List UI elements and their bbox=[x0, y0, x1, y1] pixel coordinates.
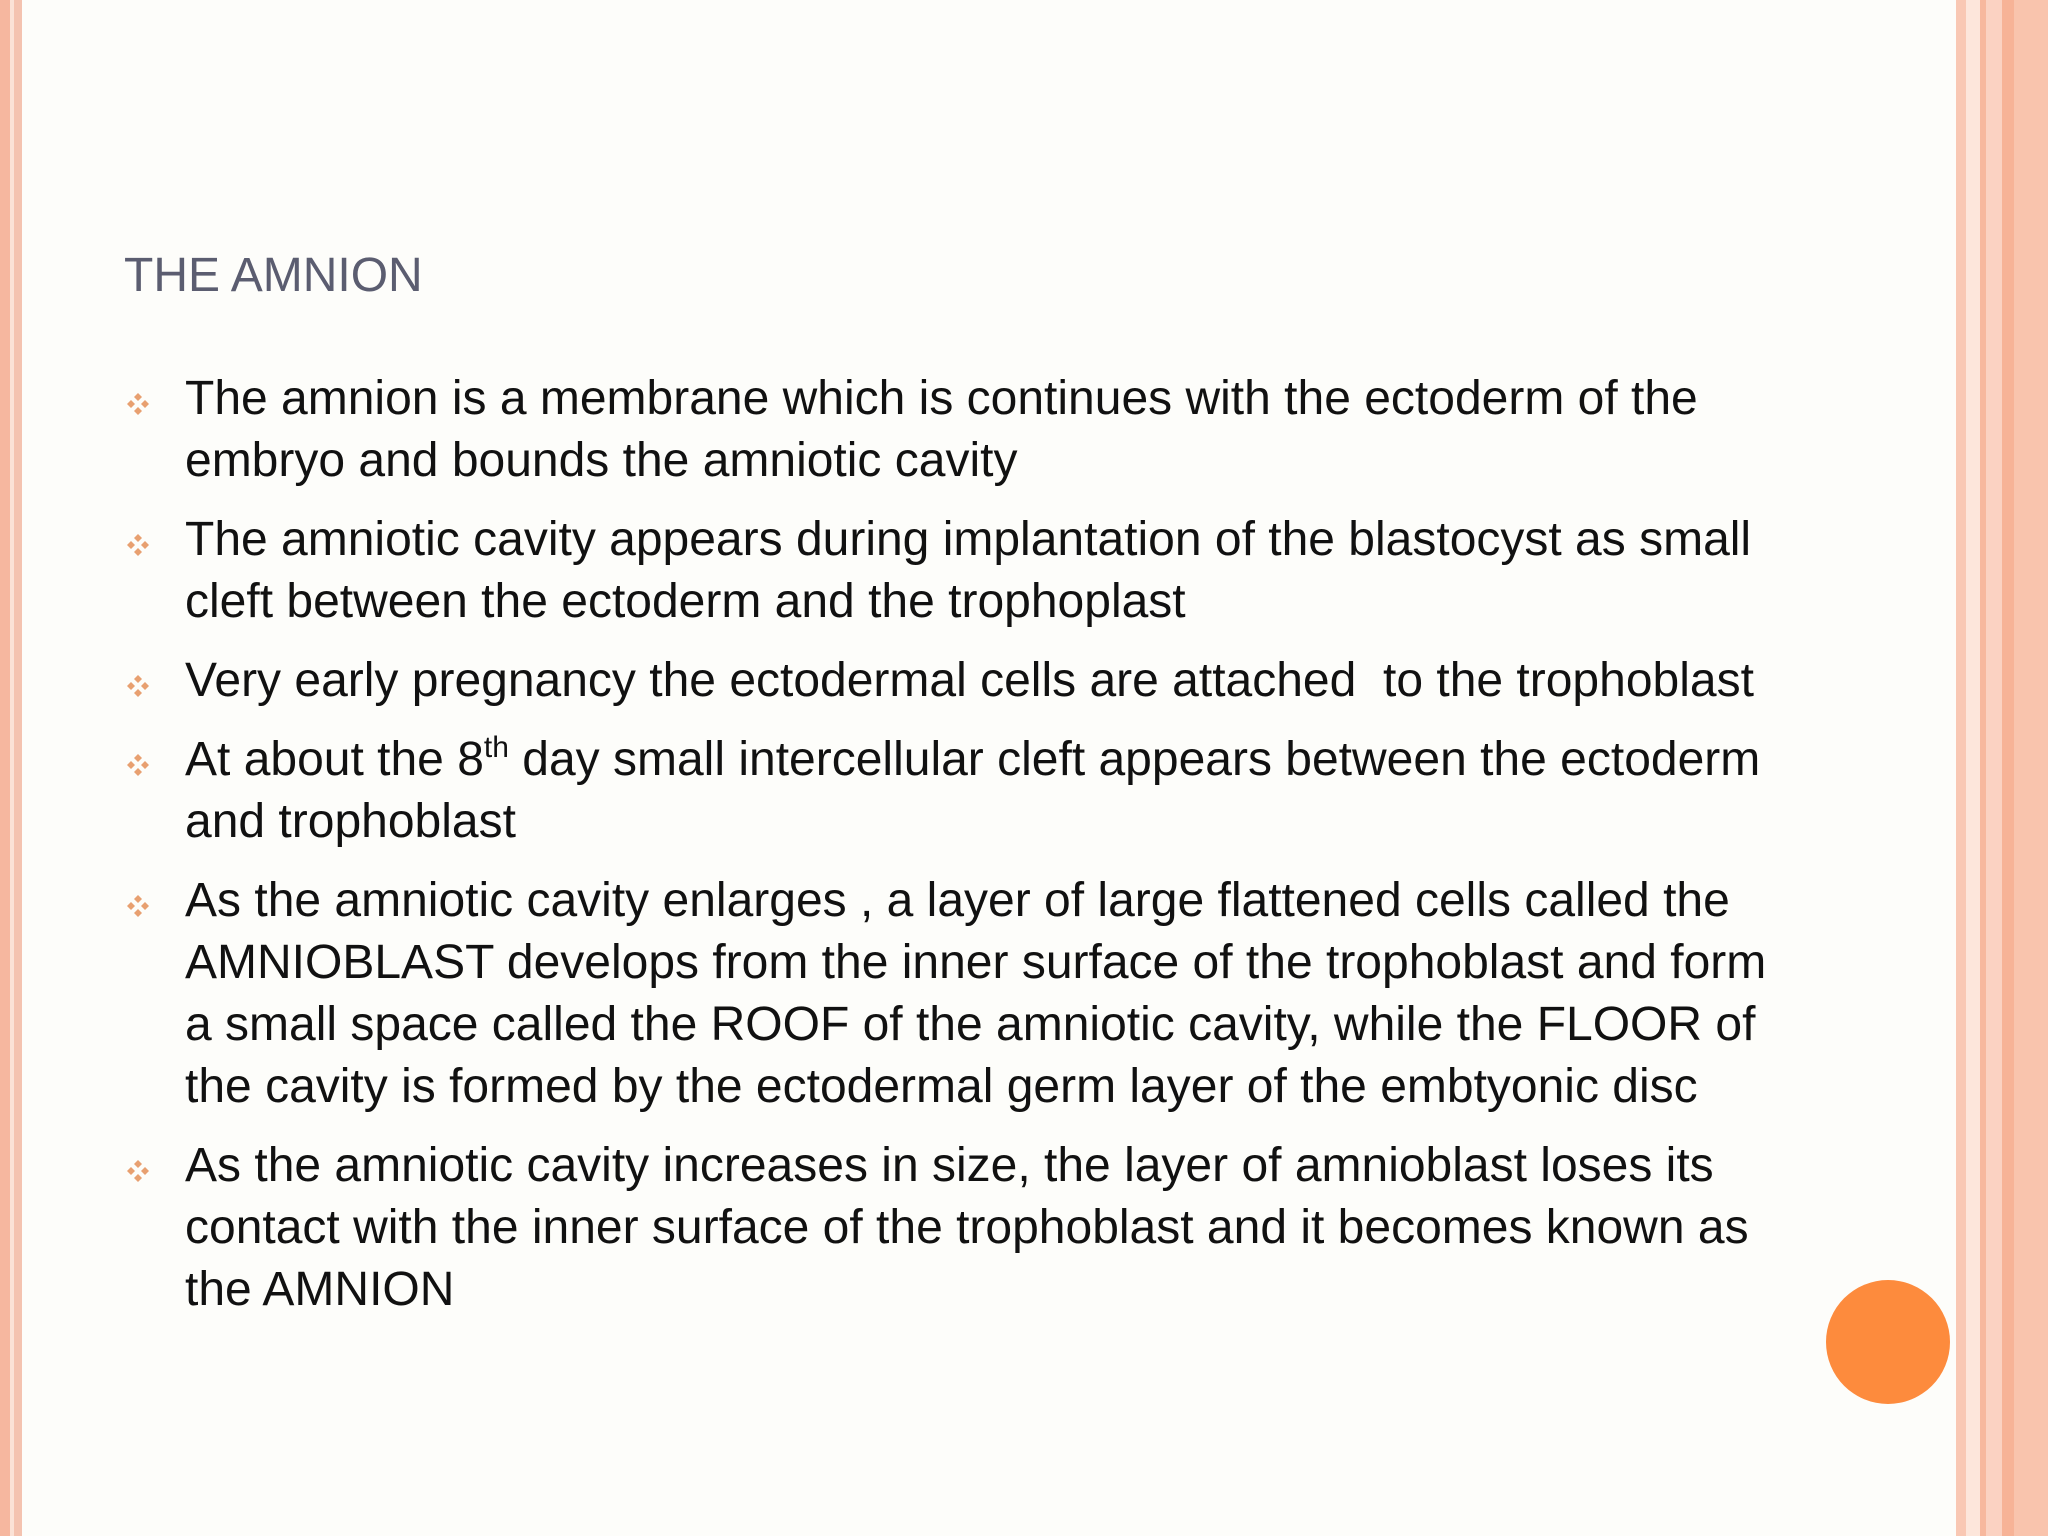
right-border-stripe bbox=[1986, 0, 2002, 1536]
left-border-stripe bbox=[14, 0, 22, 1536]
right-border-stripe bbox=[2014, 0, 2048, 1536]
four-diamond-bullet-icon bbox=[124, 751, 152, 779]
bullet-text: The amniotic cavity appears during implantation of the blastocyst as small cleft between the ectoderm and the trophoplast bbox=[185, 513, 1752, 628]
right-border-stripe bbox=[2002, 0, 2014, 1536]
four-diamond-bullet-icon bbox=[124, 672, 152, 700]
right-border-stripe bbox=[1956, 0, 1966, 1536]
bullet-text-part: At about the 8 bbox=[185, 733, 484, 786]
right-border-stripe bbox=[1966, 0, 1980, 1536]
four-diamond-bullet-icon bbox=[124, 390, 152, 418]
bullet-text: Very early pregnancy the ectodermal cells are attached to the trophoblast bbox=[185, 654, 1754, 707]
four-diamond-bullet-icon bbox=[124, 531, 152, 559]
orange-accent-circle bbox=[1826, 1280, 1950, 1404]
ordinal-suffix: th bbox=[483, 731, 509, 764]
bullet-item bbox=[120, 729, 1780, 853]
bullet-item bbox=[120, 650, 1780, 712]
bullet-text-part: day small intercellular cleft appears between the ectoderm and trophoblast bbox=[185, 733, 1761, 848]
bullet-text: As the amniotic cavity increases in size, the layer of amnioblast loses its contact with the inner surface of the trophoblast and it becomes known as the AMNION bbox=[185, 1139, 1749, 1316]
left-border-stripe bbox=[0, 0, 10, 1536]
four-diamond-bullet-icon bbox=[124, 892, 152, 920]
bullet-text: The amnion is a membrane which is continues with the ectoderm of the embryo and bounds the amniotic cavity bbox=[185, 372, 1698, 487]
bullet-text bbox=[185, 729, 1780, 853]
bullet-item bbox=[120, 870, 1780, 1118]
bullet-item bbox=[120, 368, 1780, 492]
bullet-item bbox=[120, 1135, 1780, 1321]
bullet-item bbox=[120, 509, 1780, 633]
slide-title: THE AMNION bbox=[124, 249, 423, 302]
four-diamond-bullet-icon bbox=[124, 1157, 152, 1185]
bullet-text: As the amniotic cavity enlarges , a layer of large flattened cells called the AMNIOBLAST develops from the inner surface of the trophoblast and form a small space called the ROOF of the amniotic cavity, while the FLOOR of the cavity is formed by the ectodermal germ layer of the embtyonic disc bbox=[185, 874, 1767, 1113]
bullet-list bbox=[120, 368, 1780, 1338]
